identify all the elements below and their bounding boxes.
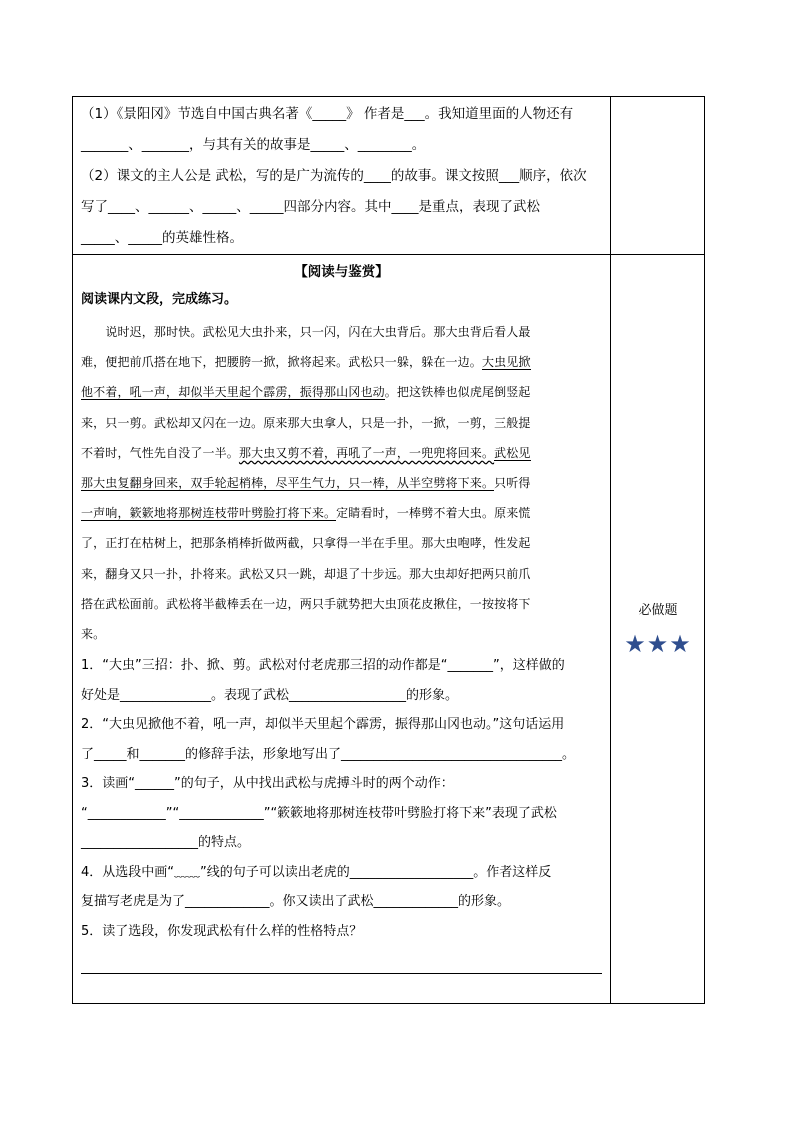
reading-passage — [81, 317, 602, 649]
underlined-sentence: 那大虫复翻身回来，双手轮起梢棒，尽平生气力，只一棒，从半空劈将下来。 — [81, 475, 495, 490]
question-2-line-2: 了_____和_______的修辞手法，形象地写出了__________________________________。 — [81, 746, 576, 762]
passage-line: 来，只一剪。武松却又闪在一边。原来那大虫拿人，只是一扑，一掀，一剪，三般提 — [81, 415, 531, 430]
reading-cell — [73, 255, 611, 1004]
required-label: 必做题 — [638, 603, 678, 618]
passage-line: 一声响，簌簌地将那树连枝带叶劈脸打将下来。定睛看时，一棒劈不着大虫。原来慌 — [81, 506, 531, 521]
row-reading — [73, 255, 705, 1004]
passage-line: 他不着，吼一声，却似半天里起个霹雳，振得那山冈也动。把这铁棒也似虎尾倒竖起 — [81, 385, 531, 400]
passage-line: 搭在武松面前。武松将半截棒丢在一边，两只手就势把大虫顶花皮揪住，一按按将下 — [81, 596, 531, 611]
fill-line-4: 写了____、______、_____、_____四部分内容。其中____是重点，表现了武松 — [81, 199, 540, 215]
underlined-sentence: 大虫见掀 — [481, 355, 531, 370]
section-heading: 【阅读与鉴赏】 — [294, 264, 389, 280]
passage-line: 难，便把前爪搭在地下，把腰胯一掀，掀将起来。武松只一躲，躲在一边。大虫见掀 — [81, 355, 531, 370]
fill-line-5: _____、_____的英雄性格。 — [81, 230, 243, 246]
side-cell-difficulty — [611, 255, 705, 1004]
question-3-line-3: __________________的特点。 — [81, 835, 251, 851]
worksheet-table — [72, 96, 705, 1004]
row-basic-knowledge — [73, 97, 705, 255]
question-4-line-1: 4．从选段中画“﹏﹏”线的句子可以读出老虎的___________________。作者这样反 — [81, 864, 552, 880]
fill-line-2: _______、_______，与其有关的故事是_____、________。 — [81, 137, 426, 153]
wavy-underlined-sentence: 那大虫又剪不着，再吼了一声，一兜兜将回来。 — [238, 445, 495, 460]
passage-line: 说时迟，那时快。武松见大虫扑来，只一闪，闪在大虫背后。那大虫背后看人最 — [105, 325, 531, 339]
answer-line[interactable] — [81, 972, 602, 974]
underlined-sentence: 武松见 — [494, 445, 531, 460]
question-3-line-1: 3．读画“______”的句子，从中找出武松与虎搏斗时的两个动作： — [81, 776, 454, 792]
fill-line-3: （2）课文的主人公是 武松，写的是广为流传的____的故事。课文按照___顺序，依次 — [81, 168, 587, 184]
question-4-line-2: 复描写老虎是为了_____________。你又读出了武松_____________的形象。 — [81, 894, 511, 910]
question-1-line-2: 好处是______________。表现了武松__________________的形象。 — [81, 687, 459, 703]
question-3-line-2: “____________”“_____________”“簌簌地将那树连枝带叶劈脸打将下来”表现了武松 — [81, 805, 557, 821]
question-2-line-1: 2．“大虫见掀他不着，吼一声，却似半天里起个霹雳，振得那山冈也动。”这句话运用 — [81, 717, 565, 733]
passage-line: 来。 — [81, 626, 106, 641]
fill-line-1: （1）《景阳冈》节选自中国古典名著《_____》 作者是___。我知道里面的人物还有 — [81, 106, 574, 122]
underlined-sentence: 一声响，簌簌地将那树连枝带叶劈脸打将下来。 — [81, 506, 337, 521]
basic-knowledge-cell — [73, 97, 611, 255]
side-cell-empty — [611, 97, 705, 255]
difficulty-stars-icon: ★★★ — [624, 630, 692, 658]
question-1-line-1: 1．“大虫”三招：扑、掀、剪。武松对付老虎那三招的动作都是“_______”，这样做的 — [81, 658, 565, 674]
question-5-line-1: 5．读了选段，你发现武松有什么样的性格特点？ — [81, 923, 363, 939]
passage-line: 来，翻身又只一扑，扑将来。武松又只一跳，却退了十步远。那大虫却好把两只前爪 — [81, 566, 531, 581]
instruction-text: 阅读课内文段，完成练习。 — [81, 292, 238, 307]
underlined-sentence: 他不着，吼一声，却似半天里起个霹雳，振得那山冈也动 — [81, 385, 385, 400]
passage-line: 那大虫复翻身回来，双手轮起梢棒，尽平生气力，只一棒，从半空劈将下来。只听得 — [81, 475, 531, 490]
passage-line: 了，正打在枯树上，把那条梢棒折做两截，只拿得一半在手里。那大虫咆哮，性发起 — [81, 536, 531, 551]
passage-line: 不着时，气性先自没了一半。那大虫又剪不着，再吼了一声，一兜兜将回来。武松见 — [81, 445, 531, 460]
